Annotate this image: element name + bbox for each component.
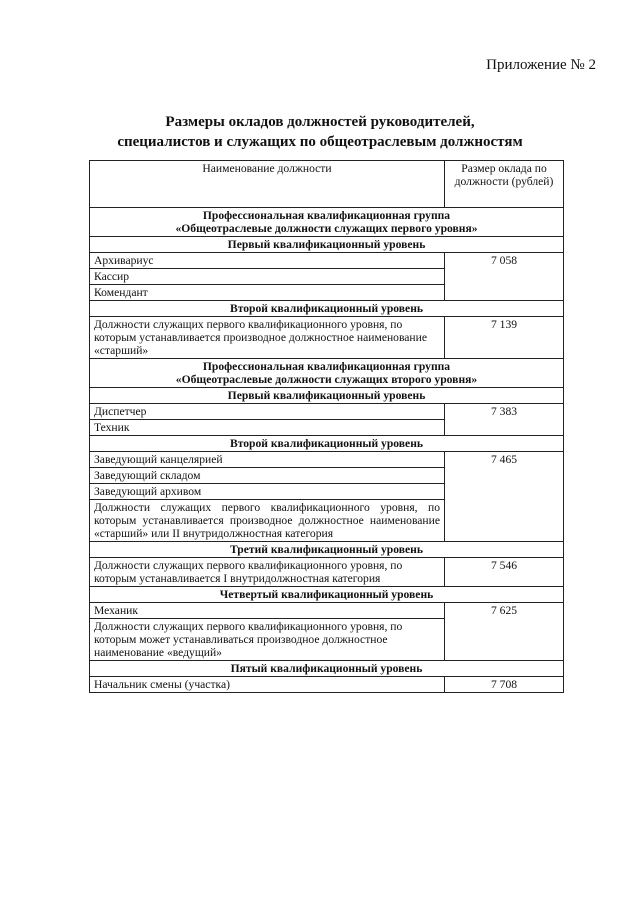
level-row — [90, 301, 564, 317]
salary-header: Размер оклада по должности (рублей) — [445, 161, 564, 208]
level-title: Первый квалификационный уровень — [90, 388, 564, 404]
position-name-header: Наименование должности — [90, 161, 445, 208]
position-cell: Кассир — [90, 269, 445, 285]
position-cell: Заведующий складом — [90, 468, 445, 484]
position-cell: Должности служащих первого квалификационного уровня, по которым устанавливается производное должностное наименование «старший» или II внутридолжностная категория — [90, 500, 445, 542]
level-row — [90, 388, 564, 404]
salary-cell: 7 058 — [445, 253, 564, 301]
document-title — [0, 112, 640, 152]
table-row — [90, 558, 564, 587]
table-row — [90, 677, 564, 693]
position-cell: Должности служащих первого квалификационного уровня, по которым устанавливается производное должностное наименование «старший» — [90, 317, 445, 359]
salary-cell: 7 383 — [445, 404, 564, 436]
position-cell: Заведующий канцелярией — [90, 452, 445, 468]
level-title: Четвертый квалификационный уровень — [90, 587, 564, 603]
level-title: Первый квалификационный уровень — [90, 237, 564, 253]
group-row — [90, 359, 564, 388]
group-row — [90, 208, 564, 237]
level-row — [90, 237, 564, 253]
table-row — [90, 253, 564, 269]
position-cell: Комендант — [90, 285, 445, 301]
level-row — [90, 661, 564, 677]
salary-cell: 7 625 — [445, 603, 564, 661]
position-cell: Механик — [90, 603, 445, 619]
salary-cell: 7 465 — [445, 452, 564, 542]
salary-table — [89, 160, 564, 693]
position-cell: Должности служащих первого квалификационного уровня, по которым устанавливается I внутридолжностная категория — [90, 558, 445, 587]
position-cell: Диспетчер — [90, 404, 445, 420]
position-cell: Начальник смены (участка) — [90, 677, 445, 693]
position-cell: Архивариус — [90, 253, 445, 269]
qualification-group-2 — [90, 359, 564, 388]
level-row — [90, 542, 564, 558]
title-line-1: Размеры окладов должностей руководителей, — [165, 114, 475, 130]
group-subtitle: «Общеотраслевые должности служащих второго уровня» — [175, 373, 478, 386]
table-row — [90, 404, 564, 420]
group-subtitle: «Общеотраслевые должности служащих первого уровня» — [175, 222, 478, 235]
position-cell: Заведующий архивом — [90, 484, 445, 500]
level-title: Третий квалификационный уровень — [90, 542, 564, 558]
header-row — [90, 161, 564, 208]
level-row — [90, 587, 564, 603]
table-row — [90, 317, 564, 359]
appendix-label: Приложение № 2 — [486, 57, 596, 73]
salary-cell: 7 708 — [445, 677, 564, 693]
qualification-group-1 — [90, 208, 564, 237]
group-title: Профессиональная квалификационная группа — [202, 360, 451, 373]
level-row — [90, 436, 564, 452]
level-title: Пятый квалификационный уровень — [90, 661, 564, 677]
salary-cell: 7 139 — [445, 317, 564, 359]
table-row — [90, 452, 564, 468]
position-cell: Должности служащих первого квалификационного уровня, по которым может устанавливаться производное должностное наименование «ведущий» — [90, 619, 445, 661]
table-row — [90, 603, 564, 619]
salary-cell: 7 546 — [445, 558, 564, 587]
level-title: Второй квалификационный уровень — [90, 436, 564, 452]
group-title: Профессиональная квалификационная группа — [202, 209, 451, 222]
level-title: Второй квалификационный уровень — [90, 301, 564, 317]
title-line-2: специалистов и служащих по общеотраслевым должностям — [117, 134, 523, 150]
position-cell: Техник — [90, 420, 445, 436]
